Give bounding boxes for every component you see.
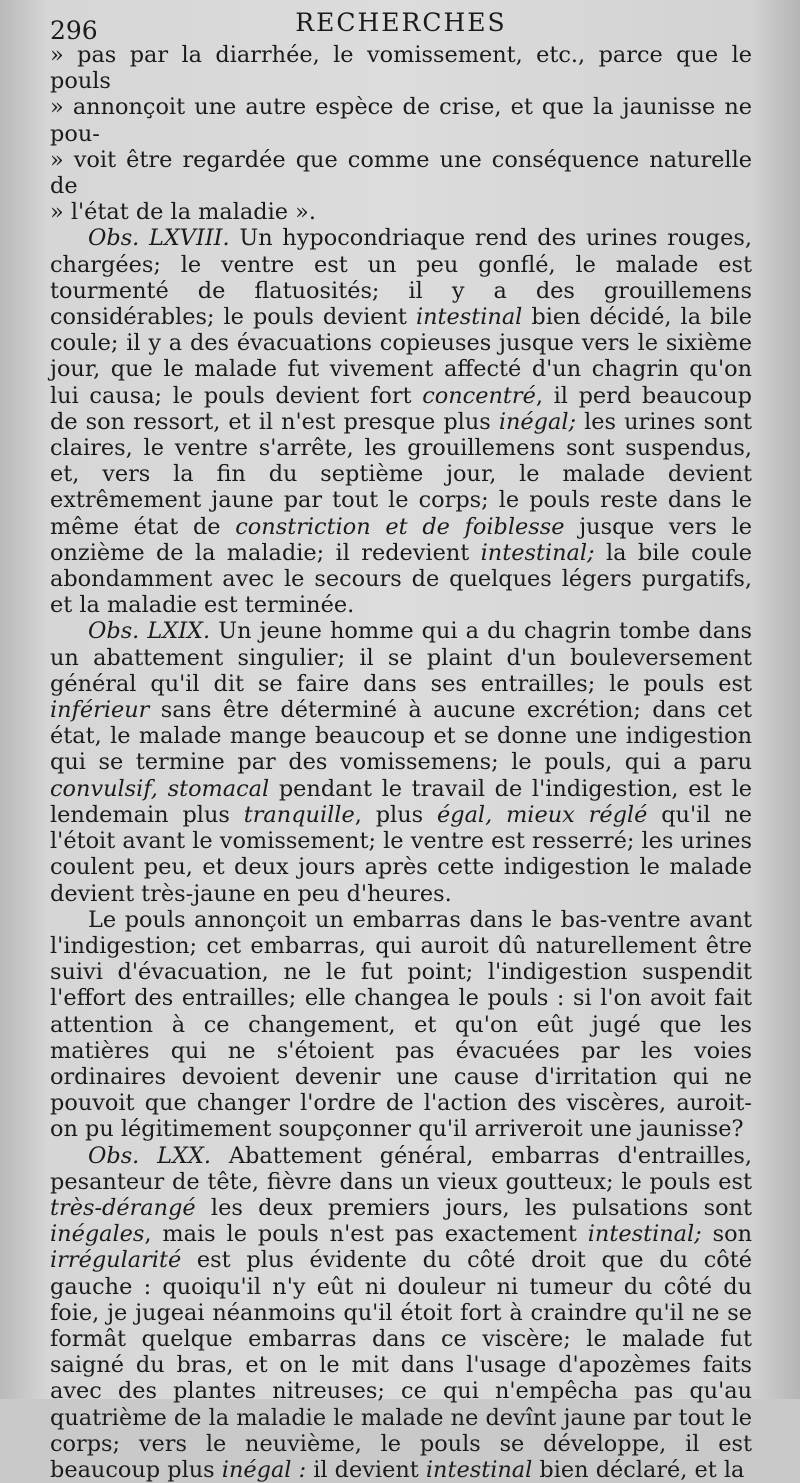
emphasis: inférieur (50, 697, 150, 724)
observation-68 (50, 225, 752, 618)
body-text (50, 42, 752, 1483)
text-run: , il perd beaucoup de son ressort, et il n'est presque plus (50, 382, 752, 435)
quote-line: » voit être regardée que comme une conséquence naturelle de (50, 146, 752, 200)
text-run: la bile coule abondamment avec le secours de quelques légers purgatifs, et la maladie est terminée. (50, 539, 752, 619)
text-run: bien déclaré, et la (532, 1456, 745, 1483)
emphasis: intestinal; (587, 1221, 702, 1248)
emphasis: inégal; (498, 408, 577, 435)
page-header (50, 6, 752, 45)
text-run: qu'il ne l'étoit avant le vomissement; le ventre est resserré; les urines coulent peu, et deux jours après cette indigestion le malade devient très-jaune en peu d'heures. (50, 801, 752, 907)
emphasis: intestinal; (480, 539, 595, 566)
page-number: 296 (50, 16, 98, 45)
emphasis: intestinal (425, 1456, 533, 1483)
emphasis: tranquille (243, 801, 355, 828)
text-run: Un hypocondriaque rend des urines rouges, chargées; le ventre est un peu gonflé, le malade est tourmenté de flatuosités; il y a des grouillemens considérables; le pouls devient (50, 225, 752, 331)
running-title: RECHERCHES (295, 8, 507, 37)
quote-line: » l'état de la maladie ». (50, 199, 316, 226)
emphasis: très-dérangé (50, 1194, 196, 1221)
text-run: Abattement général, embarras d'entrailles, pesanteur de tête, fièvre dans un vieux goutteux; le pouls est (50, 1142, 752, 1195)
emphasis: convulsif, stomacal (50, 775, 270, 802)
text-run: , plus (354, 801, 437, 828)
emphasis: constriction et de foiblesse (235, 513, 565, 540)
emphasis: concentré (422, 382, 536, 409)
text-run: il devient (306, 1456, 426, 1483)
commentary-paragraph: Le pouls annonçoit un embarras dans le bas-ventre avant l'indigestion; cet embarras, qui auroit dû naturellement être suivi d'évacuation, ne le fut point; l'indigestion suspendit l'effort des entrailles; elle changea le pouls : si l'on avoit fait attention à ce changement, et qu'on eût jugé que les matières qui ne s'étoient pas évacuées par les voies ordinaires devoient devenir une cause d'irritation qui ne pouvoit que changer l'ordre de l'action des viscères, auroit-on pu légitimement soupçonner qu'il arriveroit une jaunisse? (50, 906, 752, 1143)
quote-line: » pas par la diarrhée, le vomissement, etc., parce que le pouls (50, 42, 752, 95)
text-run: son (701, 1221, 753, 1248)
observation-70 (50, 1143, 752, 1483)
observation-label: Obs. LXX. (88, 1142, 212, 1169)
text-run: les urines sont claires, le ventre s'arrête, les grouillemens sont suspendus, et, vers la fin du septième jour, le malade devient extrêmement jaune par tout le corps; le pouls reste dans le même état de (50, 408, 752, 540)
emphasis: intestinal (415, 304, 523, 331)
text-run: jusque vers le onzième de la maladie; il redevient (50, 513, 752, 566)
text-run: , mais le pouls n'est pas exactement (144, 1221, 588, 1248)
text-run: pendant le travail de l'indigestion, est le lendemain plus (50, 775, 752, 828)
emphasis: inégal : (221, 1456, 307, 1483)
quote-line: » annonçoit une autre espèce de crise, et que la jaunisse ne pou- (50, 94, 752, 147)
emphasis: irrégularité (50, 1247, 182, 1274)
observation-69 (50, 618, 752, 906)
observation-label: Obs. LXIX. (88, 618, 211, 645)
text-run: Un jeune homme qui a du chagrin tombe dans un abattement singulier; il se plaint d'un bouleversement général qu'il dit se faire dans ses entrailles; le pouls est (50, 618, 752, 697)
emphasis: égal, mieux réglé (436, 801, 648, 828)
text-run: les deux premiers jours, les pulsations sont (195, 1194, 752, 1221)
quotation-paragraph (50, 42, 752, 225)
text-run: bien décidé, la bile coule; il y a des évacuations copieuses jusque vers le sixième jour, que le malade fut vivement affecté d'un chagrin qu'on lui causa; le pouls devient fort (50, 304, 752, 409)
text-run: sans être déterminé à aucune excrétion; dans cet état, le malade mange beaucoup et se donne une indigestion qui se termine par des vomissemens; le pouls, qui a paru (50, 697, 752, 776)
emphasis: inégales (50, 1221, 145, 1248)
observation-label: Obs. LXVIII. (88, 225, 230, 252)
text-run: est plus évidente du côté droit que du côté gauche : quoiqu'il n'y eût ni douleur ni tumeur du côté du foie, je jugeai néanmoins qu'il étoit fort à craindre qu'il ne se formât quelque embarras dans ce viscère; le malade fut saigné du bras, et on le mit dans l'usage d'apozèmes faits avec des plantes nitreuses; ce qui n'empêcha pas qu'au quatrième de la maladie le malade ne devînt jaune par tout le corps; vers le neuvième, le pouls se développe, il est beaucoup plus (50, 1247, 752, 1483)
